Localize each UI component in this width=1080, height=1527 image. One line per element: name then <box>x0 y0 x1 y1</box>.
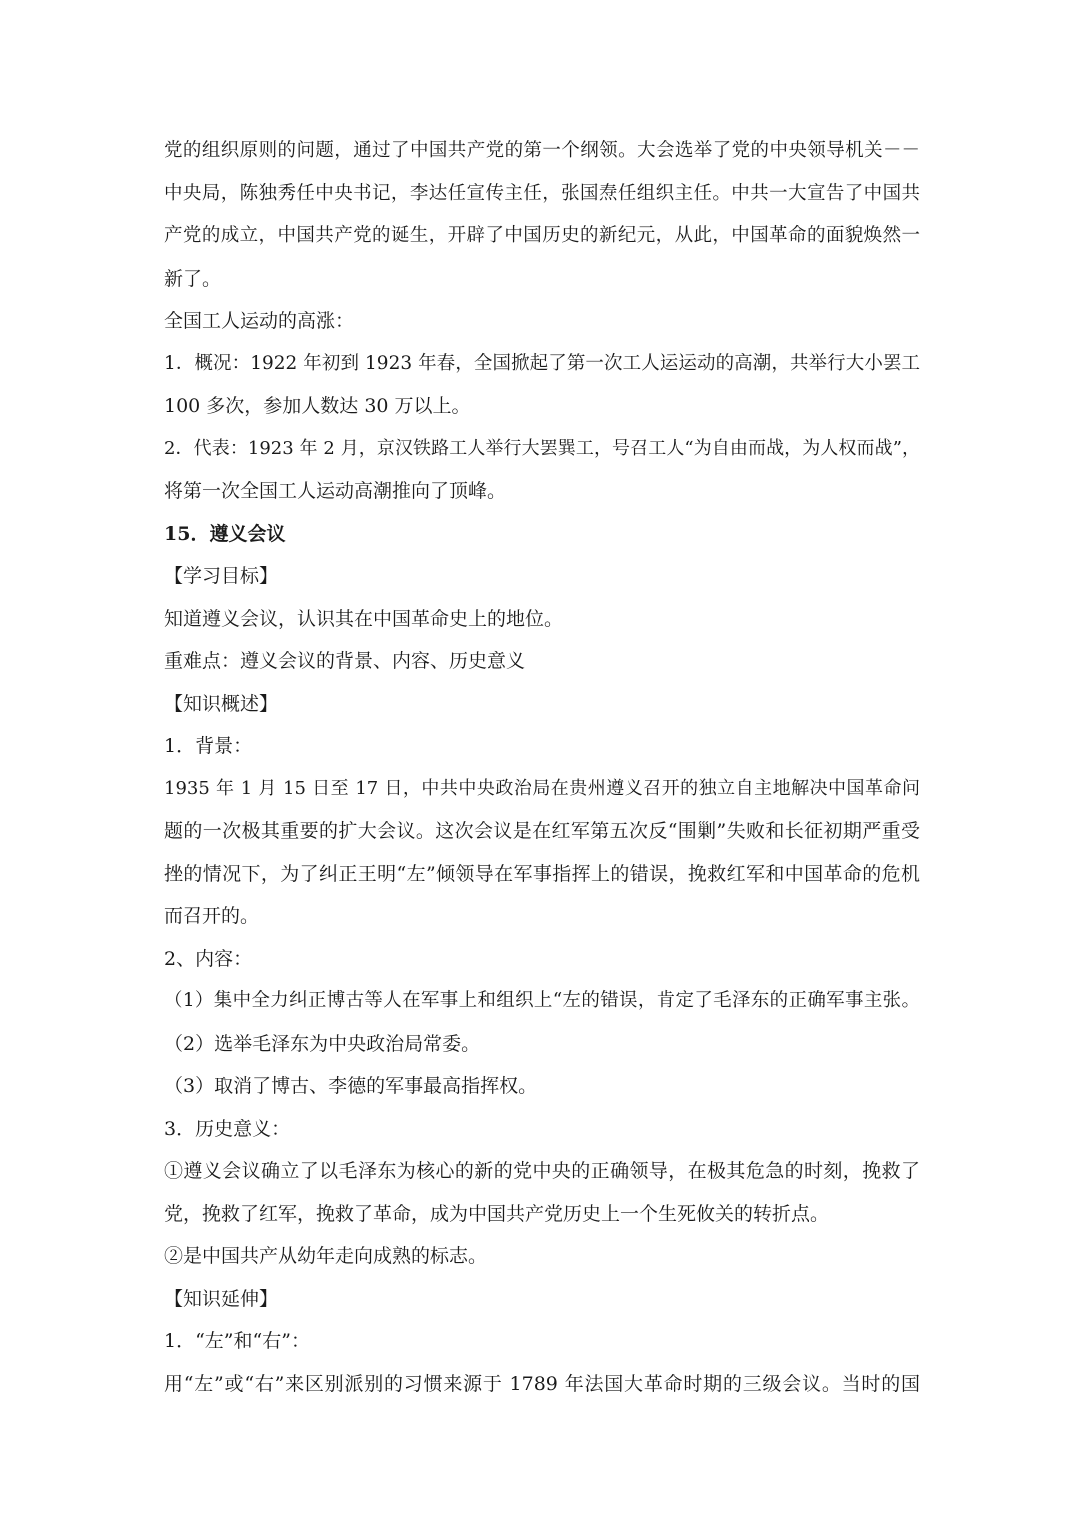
text-line: 3．历史意义： <box>164 1117 291 1140</box>
text-line: 党，挽救了红军，挽救了革命，成为中国共产党历史上一个生死攸关的转折点。 <box>164 1202 830 1225</box>
text-line: 1．背景： <box>164 735 253 757</box>
text-line: ②是中国共产从幼年走向成熟的标志。 <box>164 1245 488 1267</box>
text-line: 新了。 <box>164 267 222 290</box>
text-line: （3）取消了博古、李德的军事最高指挥权。 <box>164 1075 538 1097</box>
subsection-heading: 【学习目标】 <box>164 565 279 587</box>
text-line: 将第一次全国工人运动高潮推向了顶峰。 <box>164 480 507 502</box>
text-line: 2、内容： <box>164 947 253 970</box>
text-line: 题的一次极其重要的扩大会议。这次会议是在红军第五次反“围剿”失败和长征初期严重受 <box>164 820 920 842</box>
text-line: （2）选举毛泽东为中央政治局常委。 <box>164 1032 481 1055</box>
document-body <box>164 130 920 1405</box>
text-line: 1935 年 1 月 15 日至 17 日，中共中央政治局在贵州遵义召开的独立自主地解决中国革命问 <box>164 777 920 799</box>
text-line: 1．概况：1922 年初到 1923 年春，全国掀起了第一次工人运运动的高潮，共举行大小罢工 <box>164 352 920 374</box>
text-line: 重难点：遵义会议的背景、内容、历史意义 <box>164 650 526 672</box>
text-line: 1．“左”和“右”： <box>164 1330 310 1352</box>
section-heading: 15．遵义会议 <box>164 522 286 545</box>
text-line: 中央局，陈独秀任中央书记，李达任宣传主任，张国焘任组织主任。中共一大宣告了中国共 <box>164 182 920 204</box>
text-line: 挫的情况下，为了纠正王明“左”倾领导在军事指挥上的错误，挽救红军和中国革命的危机 <box>164 862 920 885</box>
subsection-heading: 【知识概述】 <box>164 692 279 715</box>
text-line: 全国工人运动的高涨： <box>164 310 355 332</box>
text-line: 党的组织原则的问题，通过了中国共产党的第一个纲领。大会选举了党的中央领导机关－－ <box>164 140 920 161</box>
text-line: ①遵义会议确立了以毛泽东为核心的新的党中央的正确领导，在极其危急的时刻，挽救了 <box>164 1160 920 1182</box>
text-line: 100 多次，参加人数达 30 万以上。 <box>164 395 471 417</box>
subsection-heading: 【知识延伸】 <box>164 1287 279 1310</box>
text-line: 产党的成立，中国共产党的诞生，开辟了中国历史的新纪元，从此，中国革命的面貌焕然一 <box>164 225 920 246</box>
text-line: （1）集中全力纠正博古等人在军事上和组织上“左的错误，肯定了毛泽东的正确军事主张。 <box>164 990 920 1011</box>
text-line: 知道遵义会议，认识其在中国革命史上的地位。 <box>164 607 564 630</box>
text-line: 而召开的。 <box>164 905 260 927</box>
text-line: 用“左”或“右”来区别派别的习惯来源于 1789 年法国大革命时期的三级会议。当时的国 <box>164 1372 920 1395</box>
text-line: 2．代表：1923 年 2 月，京汉铁路工人举行大罢巽工，号召工人“为自由而战，为人权而战”， <box>164 437 920 459</box>
